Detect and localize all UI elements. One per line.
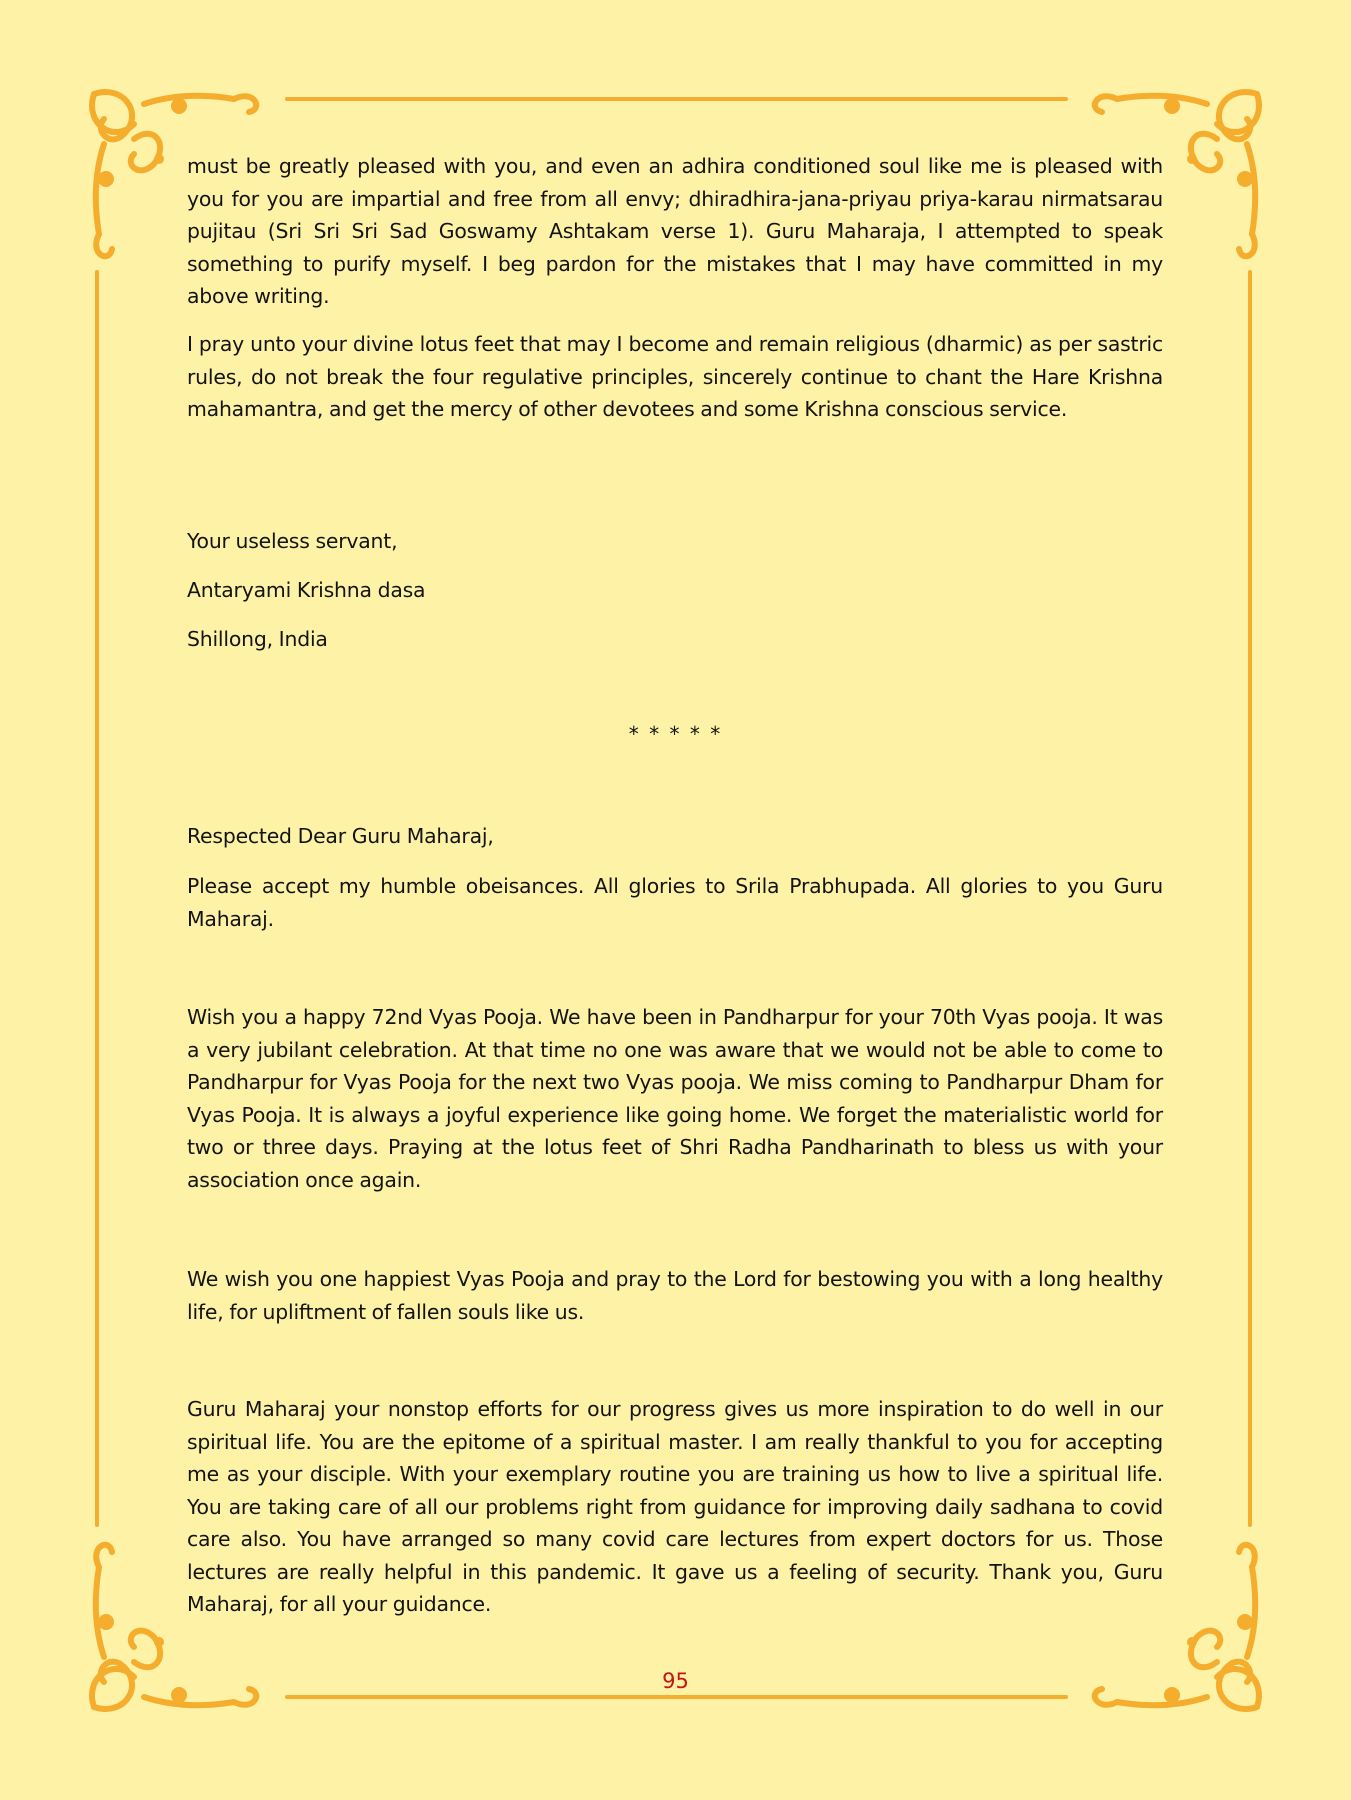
border-left-line	[95, 270, 99, 1527]
letter-salutation: Respected Dear Guru Maharaj,	[187, 824, 494, 848]
border-top-line	[285, 97, 1068, 101]
page-number: 95	[662, 1669, 689, 1693]
paragraph-continued: must be greatly pleased with you, and even an adhira conditioned soul like me is pleased with you for you are impartial and free from all envy; dhiradhira-jana-priyau priya-karau nirmatsarau pujitau (Sri Sri Sri Sad Goswamy Ashtakam verse 1). Guru Maharaja, I attempted to speak something to purify myself. I beg pardon for the mistakes that I may have committed in my above writing.	[187, 154, 1163, 308]
signature-place: Shillong, India	[187, 627, 328, 651]
section-separator: * * * * *	[628, 722, 723, 746]
paragraph-prayer: I pray unto your divine lotus feet that may I become and remain religious (dharmic) as per sastric rules, do not break the four regulative principles, sincerely continue to chant the Hare Krishna mahamantra, and get the mercy of other devotees and some Krishna conscious service.	[187, 332, 1163, 421]
signature-closing: Your useless servant,	[187, 529, 398, 553]
border-right-line	[1248, 270, 1252, 1527]
signature-name: Antaryami Krishna dasa	[187, 578, 426, 602]
border-bottom-line	[285, 1695, 1068, 1699]
letter-paragraph: We wish you one happiest Vyas Pooja and pray to the Lord for bestowing you with a long healthy life, for upliftment of fallen souls like us.	[187, 1267, 1163, 1324]
letter-paragraph: Please accept my humble obeisances. All glories to Srila Prabhupada. All glories to you Guru Maharaj.	[187, 874, 1163, 931]
letter-paragraph: Guru Maharaj your nonstop efforts for our progress gives us more inspiration to do well in our spiritual life. You are the epitome of a spiritual master. I am really thankful to you for accepting me as your disciple. With your exemplary routine you are training us how to live a spiritual life. You are taking care of all our problems right from guidance for improving daily sadhana to covid care also. You have arranged so many covid care lectures from expert doctors for us. Those lectures are really helpful in this pandemic. It gave us a feeling of security. Thank you, Guru Maharaj, for all your guidance.	[187, 1397, 1163, 1616]
letter-paragraph: Wish you a happy 72nd Vyas Pooja. We have been in Pandharpur for your 70th Vyas pooja. It was a very jubilant celebration. At that time no one was aware that we would not be able to come to Pandharpur for Vyas Pooja for the next two Vyas pooja. We miss coming to Pandharpur Dham for Vyas Pooja. It is always a joyful experience like going home. We forget the materialistic world for two or three days. Praying at the lotus feet of Shri Radha Pandharinath to bless us with your association once again.	[187, 1005, 1163, 1192]
